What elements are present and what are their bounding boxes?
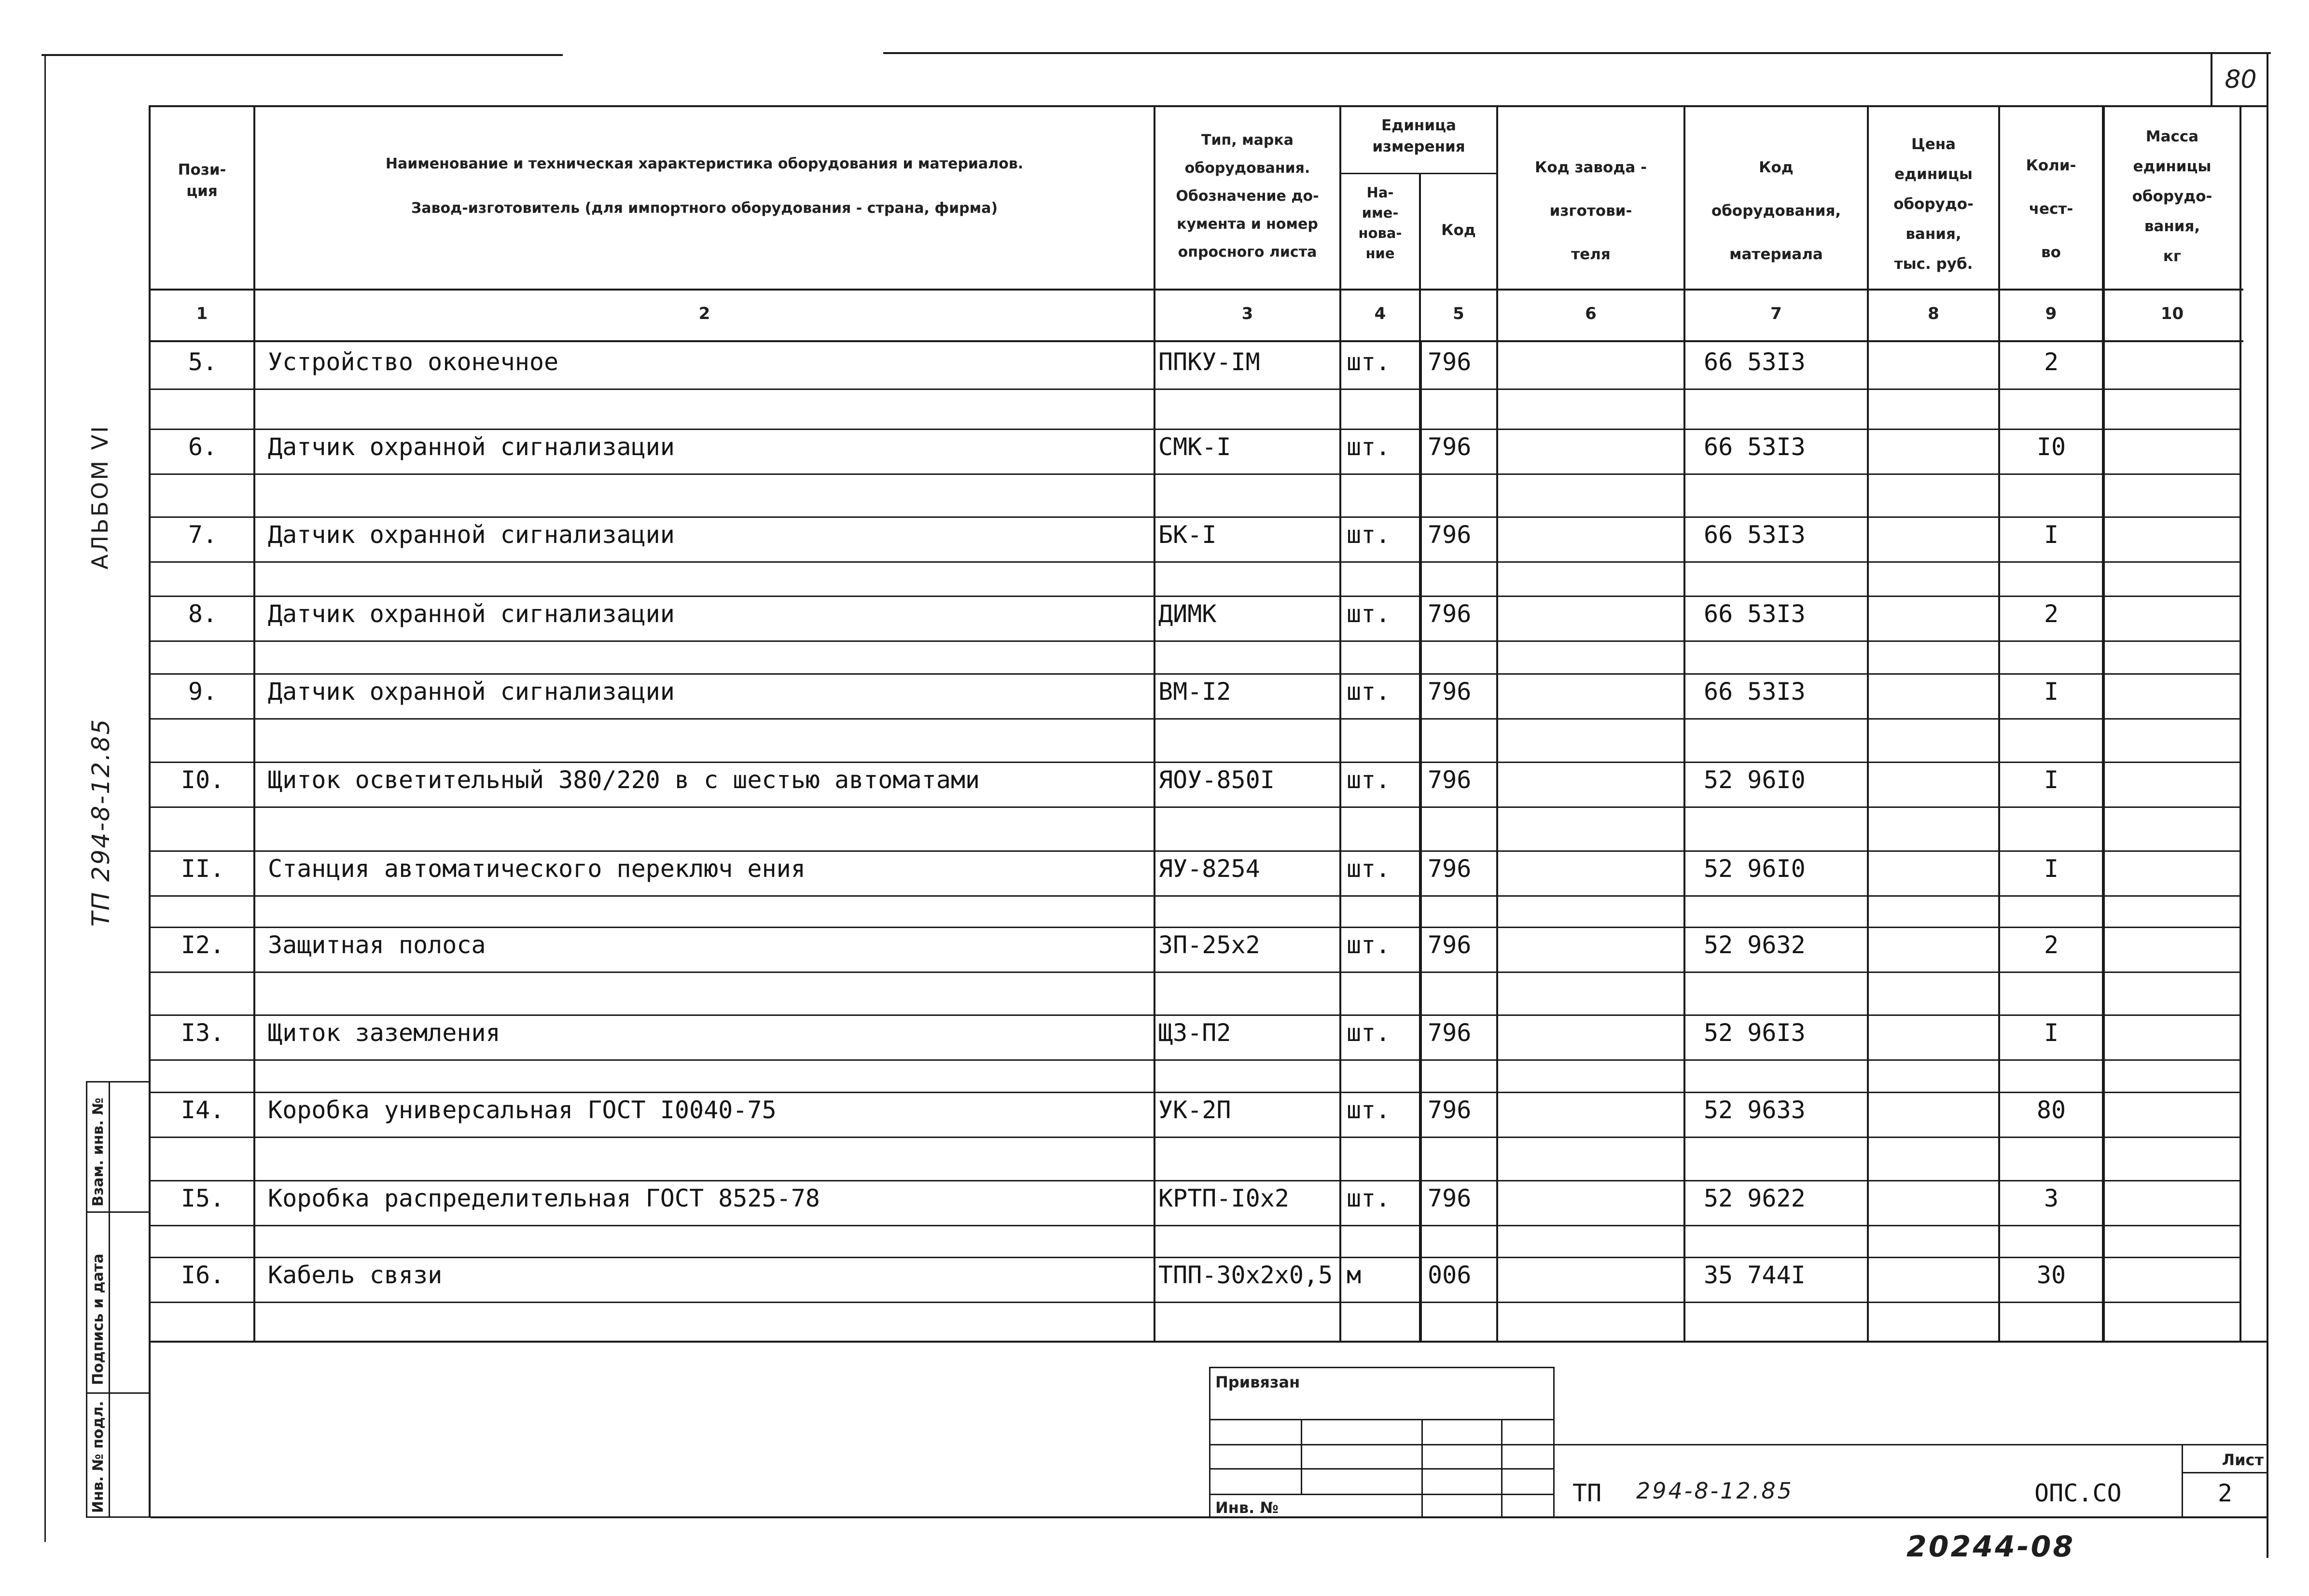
inv-no-label: Инв. № (1215, 1499, 1279, 1517)
stamp-list-number: 2 (2217, 1479, 2233, 1507)
row-name: Датчик охранной сигнализации (268, 678, 675, 706)
colnum-3: 3 (1241, 304, 1253, 323)
privyazan-v3 (1501, 1419, 1502, 1518)
row-equipment-code: 66 53I3 (1704, 600, 1806, 628)
row-equipment-code: 66 53I3 (1704, 678, 1806, 706)
row-type: ЩЗ-П2 (1158, 1019, 1231, 1047)
header-plant-code: Код завода - изготови- теля (1535, 159, 1647, 263)
row-separator (151, 1059, 2240, 1061)
row-equipment-code: 66 53I3 (1704, 348, 1806, 376)
row-position: I6. (181, 1261, 225, 1289)
row-type: ЯОУ-850I (1158, 766, 1275, 794)
colnum-1: 1 (196, 304, 208, 323)
row-quantity: I (2044, 678, 2059, 706)
side-stamp-left (86, 1081, 87, 1518)
row-equipment-code: 66 53I3 (1704, 433, 1806, 461)
row-unit: шт. (1347, 678, 1391, 706)
row-group-separator (151, 429, 2240, 430)
row-position: I5. (181, 1184, 225, 1212)
row-unit: шт. (1347, 1096, 1391, 1124)
header-quantity: Коли- чест- во (2026, 157, 2076, 261)
row-group-separator (151, 1257, 2240, 1258)
vline-4-thick (1419, 340, 1422, 1342)
stamp-project-code: 294-8-12.85 (1636, 1478, 1794, 1504)
row-unit: шт. (1347, 1184, 1391, 1212)
row-name: Устройство оконечное (268, 348, 559, 376)
row-quantity: 3 (2044, 1184, 2059, 1212)
header-unit-name: На- име- нова- ние (1358, 184, 1402, 262)
row-unit-code: 796 (1428, 1184, 1472, 1212)
side-stamp-podpis: Подпись и дата (90, 1253, 107, 1385)
header-type: Тип, марка оборудования. Обозначение до- кумента и номер опросного листа (1176, 132, 1319, 261)
row-separator (151, 1302, 2240, 1303)
privyazan-top (1209, 1367, 1554, 1368)
row-unit: шт. (1347, 1019, 1391, 1047)
row-type: ДИМК (1158, 600, 1217, 628)
row-unit: шт. (1347, 433, 1391, 461)
row-equipment-code: 35 744I (1704, 1261, 1806, 1289)
row-position: 8. (188, 600, 218, 628)
row-position: II. (181, 855, 225, 883)
header-bottom-line (149, 289, 2243, 291)
row-quantity: 2 (2044, 600, 2059, 628)
vline-8 (1998, 105, 2000, 1342)
row-separator (151, 1225, 2240, 1226)
row-unit: шт. (1347, 521, 1391, 549)
row-group-separator (151, 1014, 2240, 1016)
colnum-5: 5 (1453, 304, 1464, 323)
privyazan-v2 (1421, 1419, 1423, 1518)
row-separator (151, 895, 2240, 897)
row-separator (151, 640, 2240, 642)
row-quantity: I (2044, 1019, 2059, 1047)
list-box-left (2182, 1444, 2183, 1517)
row-equipment-code: 66 53I3 (1704, 521, 1806, 549)
row-name: Коробка распределительная ГОСТ 8525-78 (268, 1184, 820, 1212)
colnum-8: 8 (1928, 304, 1939, 323)
row-position: 9. (188, 678, 218, 706)
row-name: Коробка универсальная ГОСТ I0040-75 (268, 1096, 777, 1124)
row-equipment-code: 52 96I0 (1704, 766, 1806, 794)
side-stamp-vzam: Взам. инв. № (90, 1097, 107, 1207)
row-type: ВМ-I2 (1158, 678, 1231, 706)
archive-number: 20244-08 (1906, 1530, 2075, 1564)
vline-5 (1496, 105, 1498, 1342)
row-position: I2. (181, 931, 225, 959)
row-group-separator (151, 850, 2240, 852)
stamp-doc-code: ОПС.СО (2034, 1479, 2122, 1507)
row-separator (151, 1137, 2240, 1138)
row-unit-code: 796 (1428, 855, 1472, 883)
vline-10 (2239, 105, 2241, 1342)
row-unit: шт. (1347, 855, 1391, 883)
row-unit: шт. (1347, 348, 1391, 376)
project-side-label: ТП 294-8-12.85 (87, 718, 115, 927)
row-type: ТПП-30х2х0,5 (1158, 1261, 1333, 1289)
header-position: Пози- ция (178, 161, 226, 200)
row-type: УК-2П (1158, 1096, 1231, 1124)
header-equipment-code: Код оборудования, материала (1711, 159, 1841, 263)
row-equipment-code: 52 96I0 (1704, 855, 1806, 883)
row-unit: шт. (1347, 931, 1391, 959)
row-unit-code: 796 (1428, 1019, 1472, 1047)
numbers-bottom-line (149, 340, 2243, 342)
album-label: АЛЬБОМ VI (87, 424, 113, 569)
row-type: ЯУ-8254 (1158, 855, 1260, 883)
right-border (2267, 52, 2268, 1558)
header-unit-group: Единица измерения (1372, 117, 1465, 155)
title-block-top (1555, 1444, 2267, 1445)
row-type: ЗП-25х2 (1158, 931, 1260, 959)
row-unit-code: 796 (1428, 348, 1472, 376)
row-type: БК-I (1158, 521, 1217, 549)
row-group-separator (151, 762, 2240, 763)
row-position: 7. (188, 521, 218, 549)
table-top-line (149, 105, 2243, 107)
side-stamp-div1 (86, 1211, 151, 1213)
row-unit-code: 796 (1428, 678, 1472, 706)
row-separator (151, 389, 2240, 390)
stamp-list-label: Лист (2222, 1451, 2264, 1469)
header-name-line2: Завод-изготовитель (для импортного оборудования - страна, фирма) (411, 200, 998, 217)
unit-group-line (1339, 173, 1496, 174)
row-unit-code: 796 (1428, 766, 1472, 794)
row-group-separator (151, 927, 2240, 928)
row-equipment-code: 52 9633 (1704, 1096, 1806, 1124)
top-border-left (42, 54, 563, 56)
table-bottom-line (151, 1341, 2267, 1343)
row-quantity: I (2044, 855, 2059, 883)
row-position: I4. (181, 1096, 225, 1124)
side-stamp-bottom (86, 1516, 151, 1518)
vline-6 (1683, 105, 1685, 1342)
vline-7 (1867, 105, 1869, 1342)
row-unit-code: 796 (1428, 600, 1472, 628)
vline-3 (1339, 105, 1341, 1342)
row-unit-code: 796 (1428, 521, 1472, 549)
top-border-right (883, 52, 2271, 54)
left-margin-line (44, 56, 46, 1542)
row-group-separator (151, 516, 2240, 518)
colnum-10: 10 (2160, 304, 2184, 323)
row-position: I3. (181, 1019, 225, 1047)
header-price: Цена единицы оборудо- вания, тыс. руб. (1893, 136, 1974, 273)
side-stamp-inv-podl: Инв. № подл. (90, 1401, 107, 1513)
colnum-6: 6 (1585, 304, 1597, 323)
row-unit-code: 796 (1428, 1096, 1472, 1124)
row-name: Датчик охранной сигнализации (268, 600, 675, 628)
row-type: ППКУ-IМ (1158, 348, 1260, 376)
row-name: Датчик охранной сигнализации (268, 521, 675, 549)
row-equipment-code: 52 9622 (1704, 1184, 1806, 1212)
row-quantity: I (2044, 521, 2059, 549)
side-stamp-right (109, 1081, 110, 1518)
row-separator (151, 561, 2240, 563)
row-unit: шт. (1347, 766, 1391, 794)
row-unit: шт. (1347, 600, 1391, 628)
colnum-4: 4 (1374, 304, 1386, 323)
privyazan-v1 (1301, 1419, 1302, 1494)
row-separator (151, 718, 2240, 720)
row-type: СМК-I (1158, 433, 1231, 461)
row-equipment-code: 52 96I3 (1704, 1019, 1806, 1047)
row-name: Защитная полоса (268, 931, 486, 959)
row-name: Датчик охранной сигнализации (268, 433, 675, 461)
row-separator (151, 971, 2240, 973)
colnum-2: 2 (698, 304, 710, 323)
row-quantity: I (2044, 766, 2059, 794)
row-unit-code: 796 (1428, 433, 1472, 461)
row-position: I0. (181, 766, 225, 794)
list-box-mid (2182, 1472, 2267, 1473)
row-unit: м (1347, 1261, 1362, 1289)
header-unit-code: Код (1441, 222, 1476, 239)
row-name: Щиток заземления (268, 1019, 501, 1047)
row-unit-code: 006 (1428, 1261, 1472, 1289)
page-number: 80 (2225, 65, 2257, 94)
vline-1 (253, 105, 255, 1342)
side-stamp-top (86, 1081, 151, 1083)
page-number-box-left (2211, 54, 2212, 107)
row-group-separator (151, 596, 2240, 597)
row-group-separator (151, 1180, 2240, 1181)
row-group-separator (151, 1092, 2240, 1093)
row-type: КРТП-I0х2 (1158, 1184, 1289, 1212)
row-group-separator (151, 673, 2240, 675)
vline-2 (1154, 105, 1155, 1342)
row-name: Станция автоматического переключ ения (268, 855, 806, 883)
row-quantity: 2 (2044, 931, 2059, 959)
row-unit-code: 796 (1428, 931, 1472, 959)
side-stamp-div2 (86, 1392, 151, 1394)
colnum-7: 7 (1770, 304, 1782, 323)
stamp-project-prefix: ТП (1572, 1479, 1602, 1507)
row-separator (151, 473, 2240, 475)
row-position: 6. (188, 433, 218, 461)
row-position: 5. (188, 348, 218, 376)
colnum-9: 9 (2045, 304, 2057, 323)
header-mass: Масса единицы оборудо- вания, кг (2132, 128, 2212, 265)
row-name: Кабель связи (268, 1261, 443, 1289)
header-name-line1: Наименование и техническая характеристика оборудования и материалов. (385, 155, 1024, 172)
row-equipment-code: 52 9632 (1704, 931, 1806, 959)
row-quantity: 30 (2036, 1261, 2066, 1289)
vline-9 (2102, 105, 2105, 1342)
row-quantity: 80 (2036, 1096, 2066, 1124)
row-quantity: I0 (2036, 433, 2066, 461)
row-name: Щиток осветительный 380/220 в с шестью автоматами (268, 766, 980, 794)
row-quantity: 2 (2044, 348, 2059, 376)
privyazan-label: Привязан (1215, 1373, 1300, 1391)
row-separator (151, 806, 2240, 808)
